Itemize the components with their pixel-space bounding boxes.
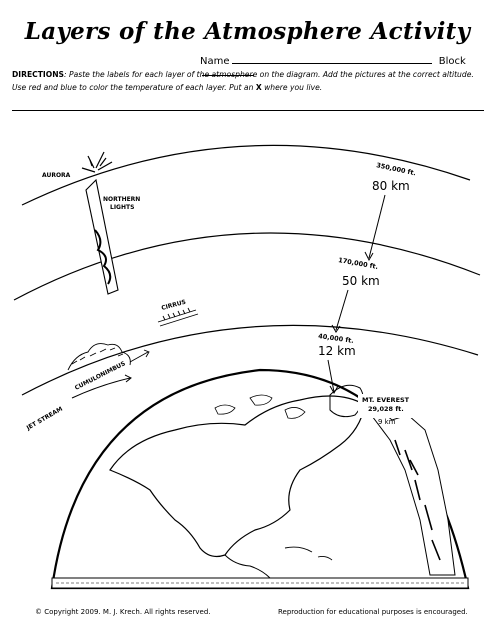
northern-lights-label-1: NORTHERN xyxy=(103,196,141,203)
cumulonimbus-label: CUMULONIMBUS xyxy=(73,360,127,392)
arrow-50-12 xyxy=(336,290,348,330)
alt-km-50: 50 km xyxy=(342,274,380,288)
x-mark: X xyxy=(255,83,262,92)
aurora-label: AURORA xyxy=(42,172,71,179)
northern-lights-label-2: LIGHTS xyxy=(110,204,135,211)
copyright-text: © Copyright 2009. M. J. Krech. All rights reserved. xyxy=(35,608,211,616)
everest-label: MT. EVEREST xyxy=(362,396,410,404)
directions-end: where you live. xyxy=(261,83,323,92)
alt-ft-80: 350,000 ft. xyxy=(375,161,417,178)
ground-strip xyxy=(52,578,468,588)
alt-km-80: 80 km xyxy=(372,179,410,193)
arc-50km xyxy=(14,233,480,300)
directions-label: DIRECTIONS xyxy=(12,70,65,79)
page-title: Layers of the Atmosphere Activity xyxy=(24,18,471,45)
everest-km: 9 km xyxy=(378,418,396,426)
everest-ft: 29,028 ft. xyxy=(368,405,404,413)
aurora-burst-icon xyxy=(82,152,112,172)
name-label: Name xyxy=(200,56,230,67)
directions-body: : Paste the labels for each layer of the atmosphere on the diagram. Add the pictures at the correct altitude. Use red and blue to color the temperature of each layer. Put an xyxy=(12,70,474,92)
alt-km-12: 12 km xyxy=(318,344,356,358)
cirrus-label: CIRRUS xyxy=(160,298,187,312)
block-label: Block xyxy=(438,56,466,67)
reproduction-text: Reproduction for educational purposes is encouraged. xyxy=(278,608,468,616)
arrow-80-50 xyxy=(369,195,385,258)
jet-stream-label: JET STREAM xyxy=(25,405,64,432)
alt-ft-50: 170,000 ft. xyxy=(337,256,379,271)
alt-ft-12: 40,000 ft. xyxy=(317,332,355,345)
